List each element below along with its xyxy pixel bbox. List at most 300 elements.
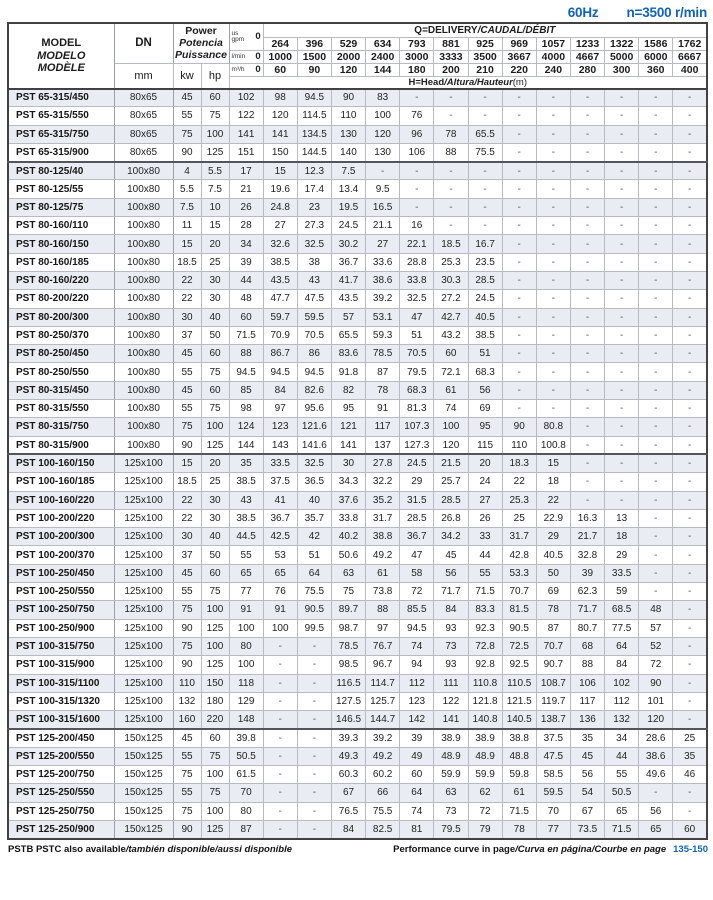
table-row — [8, 345, 707, 363]
model-cell: PST 65-315/750 — [8, 125, 114, 143]
table-row — [8, 89, 707, 107]
head-value-cell: 68 — [570, 637, 604, 655]
head-value-cell: 94 — [400, 656, 434, 674]
head-value-cell: 87 — [229, 820, 263, 838]
head-value-cell: - — [570, 271, 604, 289]
hp-cell: 25 — [201, 473, 229, 491]
head-value-cell: - — [297, 802, 331, 820]
dn-cell: 125x100 — [114, 491, 173, 509]
model-cell: PST 100-200/220 — [8, 509, 114, 527]
flow-value: 881 — [434, 37, 468, 50]
head-value-cell: 78.5 — [331, 637, 365, 655]
head-value-cell: 117 — [366, 418, 400, 436]
head-value-cell: 16.3 — [570, 509, 604, 527]
head-value-cell: 77 — [229, 583, 263, 601]
head-value-cell: - — [263, 784, 297, 802]
head-value-cell: - — [263, 802, 297, 820]
flow-value: 925 — [468, 37, 502, 50]
power-column-header — [173, 23, 229, 63]
head-value-cell: 143 — [263, 436, 297, 454]
hp-cell: 125 — [201, 619, 229, 637]
flow-value: 264 — [263, 37, 297, 50]
head-value-cell: - — [263, 637, 297, 655]
speed-label: n=3500 r/min — [626, 4, 707, 20]
head-value-cell: 53.1 — [366, 308, 400, 326]
head-value-cell: - — [639, 162, 673, 180]
head-value-cell: - — [673, 418, 707, 436]
head-value-cell: 96 — [400, 125, 434, 143]
head-value-cell: - — [570, 363, 604, 381]
flow-value: 280 — [570, 63, 604, 76]
head-value-cell: 70.7 — [536, 637, 570, 655]
hp-cell: 75 — [201, 363, 229, 381]
head-value-cell: - — [673, 89, 707, 107]
flow-value: 90 — [297, 63, 331, 76]
head-value-cell: 121 — [331, 418, 365, 436]
head-value-cell: 71.7 — [570, 601, 604, 619]
usgpm-unit-label: us gpm — [231, 29, 245, 43]
head-value-cell: 16 — [400, 217, 434, 235]
head-value-cell: 49 — [400, 747, 434, 765]
table-row — [8, 454, 707, 472]
dn-cell: 125x100 — [114, 656, 173, 674]
head-value-cell: - — [400, 89, 434, 107]
model-cell: PST 125-200/450 — [8, 729, 114, 747]
head-value-cell: 84 — [331, 820, 365, 838]
dn-cell: 100x80 — [114, 326, 173, 344]
head-value-cell: 75.5 — [297, 583, 331, 601]
head-value-cell: 39.3 — [331, 729, 365, 747]
h-head-header — [229, 76, 707, 89]
head-value-cell: - — [639, 381, 673, 399]
head-value-cell: 85.5 — [400, 601, 434, 619]
head-value-cell: 33.8 — [331, 509, 365, 527]
head-value-cell: 110.8 — [468, 674, 502, 692]
flow-value: 2400 — [366, 50, 400, 63]
kw-cell: 22 — [173, 509, 201, 527]
head-value-cell: 136 — [570, 711, 604, 729]
model-cell: PST 80-250/450 — [8, 345, 114, 363]
head-value-cell: 127.5 — [331, 692, 365, 710]
head-value-cell: 98.5 — [331, 656, 365, 674]
head-value-cell: 71.5 — [605, 820, 639, 838]
head-value-cell: 110 — [331, 107, 365, 125]
power-label-es: Potencia — [179, 37, 223, 50]
head-value-cell: 79 — [468, 820, 502, 838]
head-value-cell: 32.2 — [366, 473, 400, 491]
head-value-cell: 19.6 — [263, 180, 297, 198]
head-value-cell: 18 — [536, 473, 570, 491]
head-value-cell: 51 — [297, 546, 331, 564]
head-value-cell: 59.9 — [434, 765, 468, 783]
head-value-cell: 35.7 — [297, 509, 331, 527]
head-value-cell: 100.8 — [536, 436, 570, 454]
head-value-cell: - — [434, 107, 468, 125]
head-value-cell: - — [605, 143, 639, 161]
head-value-cell: 94.5 — [297, 363, 331, 381]
head-value-cell: 17.4 — [297, 180, 331, 198]
flow-value: 3333 — [434, 50, 468, 63]
head-value-cell: - — [605, 308, 639, 326]
head-value-cell: 21 — [229, 180, 263, 198]
head-value-cell: 102 — [229, 89, 263, 107]
table-row — [8, 491, 707, 509]
table-row — [8, 656, 707, 674]
kw-cell: 110 — [173, 674, 201, 692]
head-value-cell: 101 — [639, 692, 673, 710]
hp-cell: 100 — [201, 802, 229, 820]
head-value-cell: - — [570, 418, 604, 436]
dn-cell: 100x80 — [114, 381, 173, 399]
head-value-cell: 72 — [639, 656, 673, 674]
head-value-cell: 39 — [570, 564, 604, 582]
dn-cell: 100x80 — [114, 180, 173, 198]
head-value-cell: - — [605, 125, 639, 143]
head-value-cell: - — [605, 162, 639, 180]
head-value-cell: 60 — [673, 820, 707, 838]
head-value-cell: 40 — [297, 491, 331, 509]
head-value-cell: - — [673, 363, 707, 381]
head-value-cell: 92.5 — [502, 656, 536, 674]
head-value-cell: 110 — [502, 436, 536, 454]
hp-cell: 125 — [201, 143, 229, 161]
head-value-cell: 80 — [229, 637, 263, 655]
head-value-cell: 65.5 — [331, 326, 365, 344]
head-value-cell: 31.7 — [502, 528, 536, 546]
table-body — [8, 89, 707, 839]
head-value-cell: - — [536, 198, 570, 216]
head-value-cell: 32.5 — [297, 235, 331, 253]
head-value-cell: - — [639, 253, 673, 271]
head-value-cell: 127.3 — [400, 436, 434, 454]
head-value-cell: 16.7 — [468, 235, 502, 253]
head-value-cell: 47.7 — [263, 290, 297, 308]
head-value-cell: 79.5 — [400, 363, 434, 381]
head-value-cell: 60.2 — [366, 765, 400, 783]
head-value-cell: 94.5 — [297, 89, 331, 107]
head-value-cell: - — [263, 692, 297, 710]
dn-cell: 125x100 — [114, 711, 173, 729]
head-value-cell: 15 — [263, 162, 297, 180]
head-value-cell: - — [639, 290, 673, 308]
head-value-cell: 107.3 — [400, 418, 434, 436]
hp-cell: 10 — [201, 198, 229, 216]
head-value-cell: 124 — [229, 418, 263, 436]
lmin-unit-label: l/min — [231, 52, 246, 60]
head-value-cell: 46 — [673, 765, 707, 783]
head-value-cell: 19.5 — [331, 198, 365, 216]
flow-value: 396 — [297, 37, 331, 50]
dn-cell: 125x100 — [114, 528, 173, 546]
flow-value: 4667 — [570, 50, 604, 63]
hp-cell: 60 — [201, 729, 229, 747]
head-value-cell: - — [605, 345, 639, 363]
head-value-cell: 122 — [434, 692, 468, 710]
table-row — [8, 125, 707, 143]
dn-cell: 125x100 — [114, 546, 173, 564]
head-value-cell: 22.1 — [400, 235, 434, 253]
dn-cell: 100x80 — [114, 162, 173, 180]
model-cell: PST 80-160/150 — [8, 235, 114, 253]
head-value-cell: - — [605, 326, 639, 344]
head-value-cell: 118 — [229, 674, 263, 692]
kw-unit-label: kw — [173, 63, 201, 89]
dn-cell: 125x100 — [114, 619, 173, 637]
dn-cell: 150x125 — [114, 784, 173, 802]
head-value-cell: 90 — [639, 674, 673, 692]
head-value-cell: 33.5 — [605, 564, 639, 582]
model-label-en: MODEL — [41, 37, 82, 49]
head-value-cell: - — [673, 692, 707, 710]
head-value-cell: 88 — [570, 656, 604, 674]
flow-value: 1057 — [536, 37, 570, 50]
head-value-cell: 100 — [366, 107, 400, 125]
head-value-cell: 35.2 — [366, 491, 400, 509]
dn-cell: 125x100 — [114, 454, 173, 472]
head-value-cell: 83.6 — [331, 345, 365, 363]
table-row — [8, 308, 707, 326]
head-value-cell: - — [673, 271, 707, 289]
model-cell: PST 125-200/750 — [8, 765, 114, 783]
head-value-cell: 27 — [366, 235, 400, 253]
kw-cell: 18.5 — [173, 473, 201, 491]
head-value-cell: 74 — [400, 637, 434, 655]
head-value-cell: - — [536, 235, 570, 253]
head-value-cell: 53.3 — [502, 564, 536, 582]
head-value-cell: - — [570, 162, 604, 180]
head-value-cell: 39 — [229, 253, 263, 271]
head-value-cell: - — [673, 107, 707, 125]
head-value-cell: - — [502, 308, 536, 326]
table-row — [8, 235, 707, 253]
kw-cell: 30 — [173, 308, 201, 326]
footer-availability-note — [8, 844, 292, 855]
table-row — [8, 802, 707, 820]
head-value-cell: 68.3 — [400, 381, 434, 399]
head-value-cell: - — [400, 180, 434, 198]
head-value-cell: - — [673, 235, 707, 253]
head-value-cell: 38.5 — [263, 253, 297, 271]
head-value-cell: - — [434, 217, 468, 235]
hp-cell: 30 — [201, 271, 229, 289]
kw-cell: 45 — [173, 89, 201, 107]
head-value-cell: - — [605, 454, 639, 472]
head-value-cell: 40.2 — [331, 528, 365, 546]
head-value-cell: - — [536, 363, 570, 381]
head-value-cell: - — [605, 381, 639, 399]
head-value-cell: 112 — [605, 692, 639, 710]
dn-cell: 100x80 — [114, 400, 173, 418]
model-cell: PST 80-160/185 — [8, 253, 114, 271]
head-value-cell: 99.5 — [297, 619, 331, 637]
head-value-cell: 70.9 — [263, 326, 297, 344]
footer-right-en: Performance curve in page — [393, 843, 516, 855]
head-value-cell: 106 — [570, 674, 604, 692]
dn-column-header: DN — [114, 23, 173, 63]
hp-cell: 180 — [201, 692, 229, 710]
head-value-cell: 50 — [536, 564, 570, 582]
head-value-cell: - — [639, 436, 673, 454]
head-value-cell: - — [639, 89, 673, 107]
head-value-cell: 76 — [263, 583, 297, 601]
head-value-cell: 62 — [468, 784, 502, 802]
table-row — [8, 143, 707, 161]
head-value-cell: 56 — [570, 765, 604, 783]
head-value-cell: 71.5 — [229, 326, 263, 344]
table-row — [8, 217, 707, 235]
head-value-cell: - — [639, 583, 673, 601]
hp-cell: 125 — [201, 656, 229, 674]
head-value-cell: 22 — [502, 473, 536, 491]
head-value-cell: 122 — [229, 107, 263, 125]
head-value-cell: 72 — [468, 802, 502, 820]
flow-value: 3000 — [400, 50, 434, 63]
head-value-cell: 144.5 — [297, 143, 331, 161]
head-value-cell: 72 — [400, 583, 434, 601]
head-value-cell: 83.3 — [468, 601, 502, 619]
head-value-cell: 31.7 — [366, 509, 400, 527]
head-value-cell: - — [673, 528, 707, 546]
head-value-cell: - — [297, 711, 331, 729]
head-value-cell: 7.5 — [331, 162, 365, 180]
head-value-cell: 81 — [400, 820, 434, 838]
head-value-cell: 31.5 — [400, 491, 434, 509]
head-value-cell: 27.3 — [297, 217, 331, 235]
head-value-cell: - — [536, 308, 570, 326]
kw-cell: 90 — [173, 656, 201, 674]
model-cell: PST 80-200/220 — [8, 290, 114, 308]
table-row — [8, 528, 707, 546]
head-value-cell: 70.5 — [400, 345, 434, 363]
head-value-cell: 49.3 — [331, 747, 365, 765]
head-value-cell: - — [673, 198, 707, 216]
head-value-cell: - — [502, 143, 536, 161]
flow-value: 1586 — [639, 37, 673, 50]
head-value-cell: 25.7 — [434, 473, 468, 491]
head-value-cell: 123 — [263, 418, 297, 436]
head-value-cell: - — [639, 107, 673, 125]
head-value-cell: 85 — [229, 381, 263, 399]
footer-curve-note — [393, 844, 708, 855]
head-value-cell: - — [502, 217, 536, 235]
head-value-cell: - — [639, 345, 673, 363]
hp-cell: 40 — [201, 528, 229, 546]
head-value-cell: 34 — [605, 729, 639, 747]
head-value-cell: 47.5 — [297, 290, 331, 308]
head-value-cell: 49.2 — [366, 747, 400, 765]
dn-cell: 100x80 — [114, 271, 173, 289]
head-value-cell: 25 — [673, 729, 707, 747]
head-value-cell: - — [297, 637, 331, 655]
head-value-cell: 90.7 — [536, 656, 570, 674]
hp-cell: 75 — [201, 747, 229, 765]
hp-cell: 30 — [201, 290, 229, 308]
head-value-cell: - — [605, 491, 639, 509]
head-value-cell: 71.5 — [502, 802, 536, 820]
head-value-cell: 98 — [229, 400, 263, 418]
head-value-cell: 56 — [434, 564, 468, 582]
head-value-cell: - — [570, 400, 604, 418]
dn-cell: 100x80 — [114, 253, 173, 271]
dn-cell: 100x80 — [114, 345, 173, 363]
head-value-cell: 95 — [331, 400, 365, 418]
model-cell: PST 100-315/750 — [8, 637, 114, 655]
head-value-cell: 54 — [570, 784, 604, 802]
model-cell: PST 80-250/550 — [8, 363, 114, 381]
flow-value: 210 — [468, 63, 502, 76]
lmin-zero-value: 0 — [255, 51, 261, 62]
hp-cell: 75 — [201, 784, 229, 802]
head-value-cell: 38.6 — [639, 747, 673, 765]
head-value-cell: 43 — [297, 271, 331, 289]
head-value-cell: 23.5 — [468, 253, 502, 271]
head-value-cell: - — [639, 454, 673, 472]
model-cell: PST 80-160/220 — [8, 271, 114, 289]
head-value-cell: 121.6 — [297, 418, 331, 436]
flow-value: 2000 — [331, 50, 365, 63]
head-value-cell: - — [502, 107, 536, 125]
head-value-cell: - — [673, 143, 707, 161]
head-value-cell: 50.6 — [331, 546, 365, 564]
head-value-cell: - — [434, 198, 468, 216]
model-cell: PST 80-160/110 — [8, 217, 114, 235]
page-footer — [0, 840, 713, 855]
head-value-cell: - — [536, 89, 570, 107]
top-header — [0, 0, 713, 20]
dn-cell: 150x125 — [114, 820, 173, 838]
kw-cell: 90 — [173, 436, 201, 454]
hp-cell: 75 — [201, 107, 229, 125]
head-value-cell: 27 — [263, 217, 297, 235]
head-value-cell: - — [536, 180, 570, 198]
dn-cell: 100x80 — [114, 308, 173, 326]
head-value-cell: - — [605, 400, 639, 418]
head-value-cell: 81.5 — [502, 601, 536, 619]
dn-cell: 80x65 — [114, 107, 173, 125]
head-value-cell: - — [502, 253, 536, 271]
head-value-cell: - — [570, 290, 604, 308]
hp-cell: 125 — [201, 436, 229, 454]
kw-cell: 55 — [173, 400, 201, 418]
model-cell: PST 100-315/1100 — [8, 674, 114, 692]
kw-cell: 4 — [173, 162, 201, 180]
head-value-cell: 100 — [229, 656, 263, 674]
head-value-cell: 116.5 — [331, 674, 365, 692]
flow-value: 969 — [502, 37, 536, 50]
head-value-cell: 111 — [434, 674, 468, 692]
head-value-cell: 88 — [366, 601, 400, 619]
model-cell: PST 100-250/450 — [8, 564, 114, 582]
table-row — [8, 546, 707, 564]
head-value-cell: - — [673, 656, 707, 674]
head-value-cell: 34.2 — [434, 528, 468, 546]
head-value-cell: 92.8 — [468, 656, 502, 674]
head-value-cell: 78 — [536, 601, 570, 619]
table-row — [8, 674, 707, 692]
head-value-cell: 71.7 — [434, 583, 468, 601]
head-value-cell: - — [639, 509, 673, 527]
model-cell: PST 100-200/370 — [8, 546, 114, 564]
hp-cell: 60 — [201, 381, 229, 399]
kw-cell: 75 — [173, 765, 201, 783]
head-value-cell: 48.9 — [434, 747, 468, 765]
head-value-cell: 55 — [468, 564, 502, 582]
head-value-cell: - — [468, 198, 502, 216]
dn-cell: 125x100 — [114, 473, 173, 491]
head-value-cell: - — [434, 180, 468, 198]
head-value-cell: - — [605, 363, 639, 381]
dn-cell: 100x80 — [114, 418, 173, 436]
